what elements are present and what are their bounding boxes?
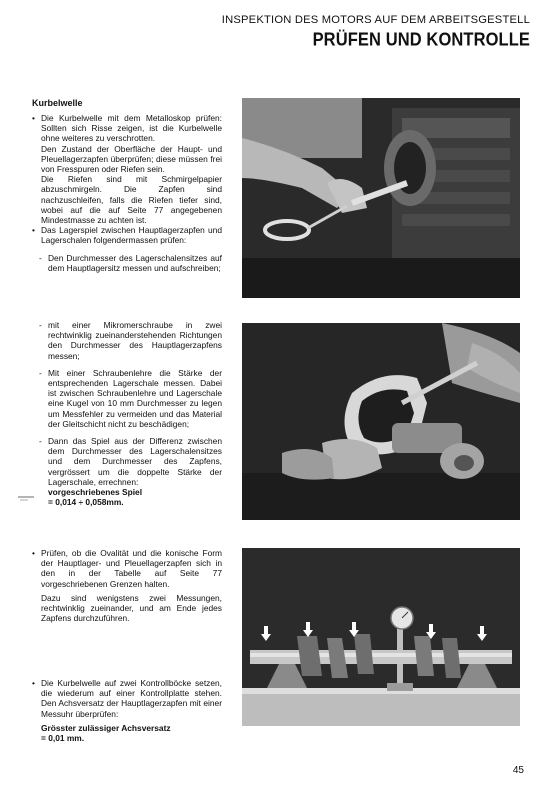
paragraph: Das Lagerspiel zwischen Hauptlagerzapfen und Lagerschalen folgendermassen prüfen: xyxy=(41,225,222,246)
text-block-4 xyxy=(32,678,222,743)
text-block-3 xyxy=(32,548,222,623)
spec-value: = 0,014 ÷ 0,058mm. xyxy=(48,497,124,508)
photo-crankshaft-inspection xyxy=(242,98,520,298)
paragraph: Die Kurbelwelle mit dem Metalloskop prüfen: Sollten sich Risse zeigen, ist die Kurbelwelle ohne weiteres zu verschrotten. xyxy=(41,113,222,144)
text-block-2 xyxy=(32,320,222,507)
paragraph: mit einer Mikromerschraube in zwei rechtwinklig zueinanderstehenden Richtungen den Durchmesser des Hauptlagerzapfens messen; xyxy=(48,320,222,361)
bullet-icon: • xyxy=(32,678,35,688)
dash-icon: - xyxy=(39,436,42,447)
sub-item xyxy=(32,436,222,507)
page-number: 45 xyxy=(512,765,524,776)
paragraph: Die Kurbelwelle auf zwei Kontrollböcke setzen, die wiederum auf einer Kontrollplatte stehen. Den Achsversatz der Hauptlagerzapfen mit einer Messuhr überprüfen: xyxy=(41,678,222,719)
spec-value: = 0,01 mm. xyxy=(41,733,85,744)
paragraph: Mit einer Schraubenlehre die Stärke der entsprechenden Lagerschale messen. Dabei ist zwischen Schraubenlehre und Lagerschale eine Kugel von 10 mm Durchmesser zu legen um Messfehler zu vermeiden und das Material der Gleitschicht nicht zu beschädigen; xyxy=(48,367,222,429)
spec-label: Grösster zulässiger Achsversatz xyxy=(41,722,171,733)
paragraph: Dazu sind wenigstens zwei Messungen, rechtwinklig zueinander, und am Ende jedes Zapfens durchzuführen. xyxy=(41,592,222,624)
photo-micrometer-measurement xyxy=(242,323,520,520)
paragraph: Die Riefen sind mit Schmirgelpapier abzuschmirgeln. Die Zapfen sind nachzuschleifen, falls die Riefen tiefer sind, wobei auf die auf Seite 77 angegebenen Mindestmasse zu achten ist. xyxy=(41,174,222,226)
paragraph: Prüfen, ob die Ovalität und die konische Form der Hauptlager- und Pleuellagerzapfen sich in den in der Tabelle auf Seite 77 vorgeschriebenen Grenzen halten. xyxy=(41,548,222,589)
dash-icon: - xyxy=(39,252,42,263)
paragraph: Den Durchmesser des Lagerschalensitzes auf dem Hauptlagersitz messen und aufschreiben; xyxy=(48,252,222,273)
bullet-icon: • xyxy=(32,548,35,558)
bullet-item xyxy=(32,548,222,623)
bullet-icon: • xyxy=(32,225,35,236)
dash-icon: - xyxy=(39,320,42,330)
section-heading: Kurbelwelle xyxy=(32,98,83,108)
page-title: PRÜFEN UND KONTROLLE xyxy=(312,30,530,51)
bullet-icon: • xyxy=(32,113,35,123)
sub-item xyxy=(32,253,222,273)
photo-crankshaft-dial-indicator xyxy=(242,548,520,726)
paragraph: Dann das Spiel aus der Differenz zwischen dem Durchmesser des Lagerschalensitzes und dem Durchmesser des Zapfens, vergrössert um die doppelte Stärke der Lagerschale, errechnen: xyxy=(48,436,222,487)
margin-mark-icon xyxy=(16,494,36,502)
bullet-item xyxy=(32,678,222,743)
chapter-heading: INSPEKTION DES MOTORS AUF DEM ARBEITSGESTELL xyxy=(221,14,530,26)
bullet-item xyxy=(32,225,222,245)
sub-item xyxy=(32,368,222,429)
dash-icon: - xyxy=(39,367,42,378)
bullet-item xyxy=(32,113,222,225)
paragraph: Den Zustand der Oberfläche der Haupt- und Pleuellagerzapfen überprüfen; diese müssen frei von Fresspuren oder Riefen sein. xyxy=(41,143,222,175)
spec-label: vorgeschriebenes Spiel xyxy=(48,487,143,498)
sub-item xyxy=(32,320,222,361)
text-block-1 xyxy=(32,113,222,273)
